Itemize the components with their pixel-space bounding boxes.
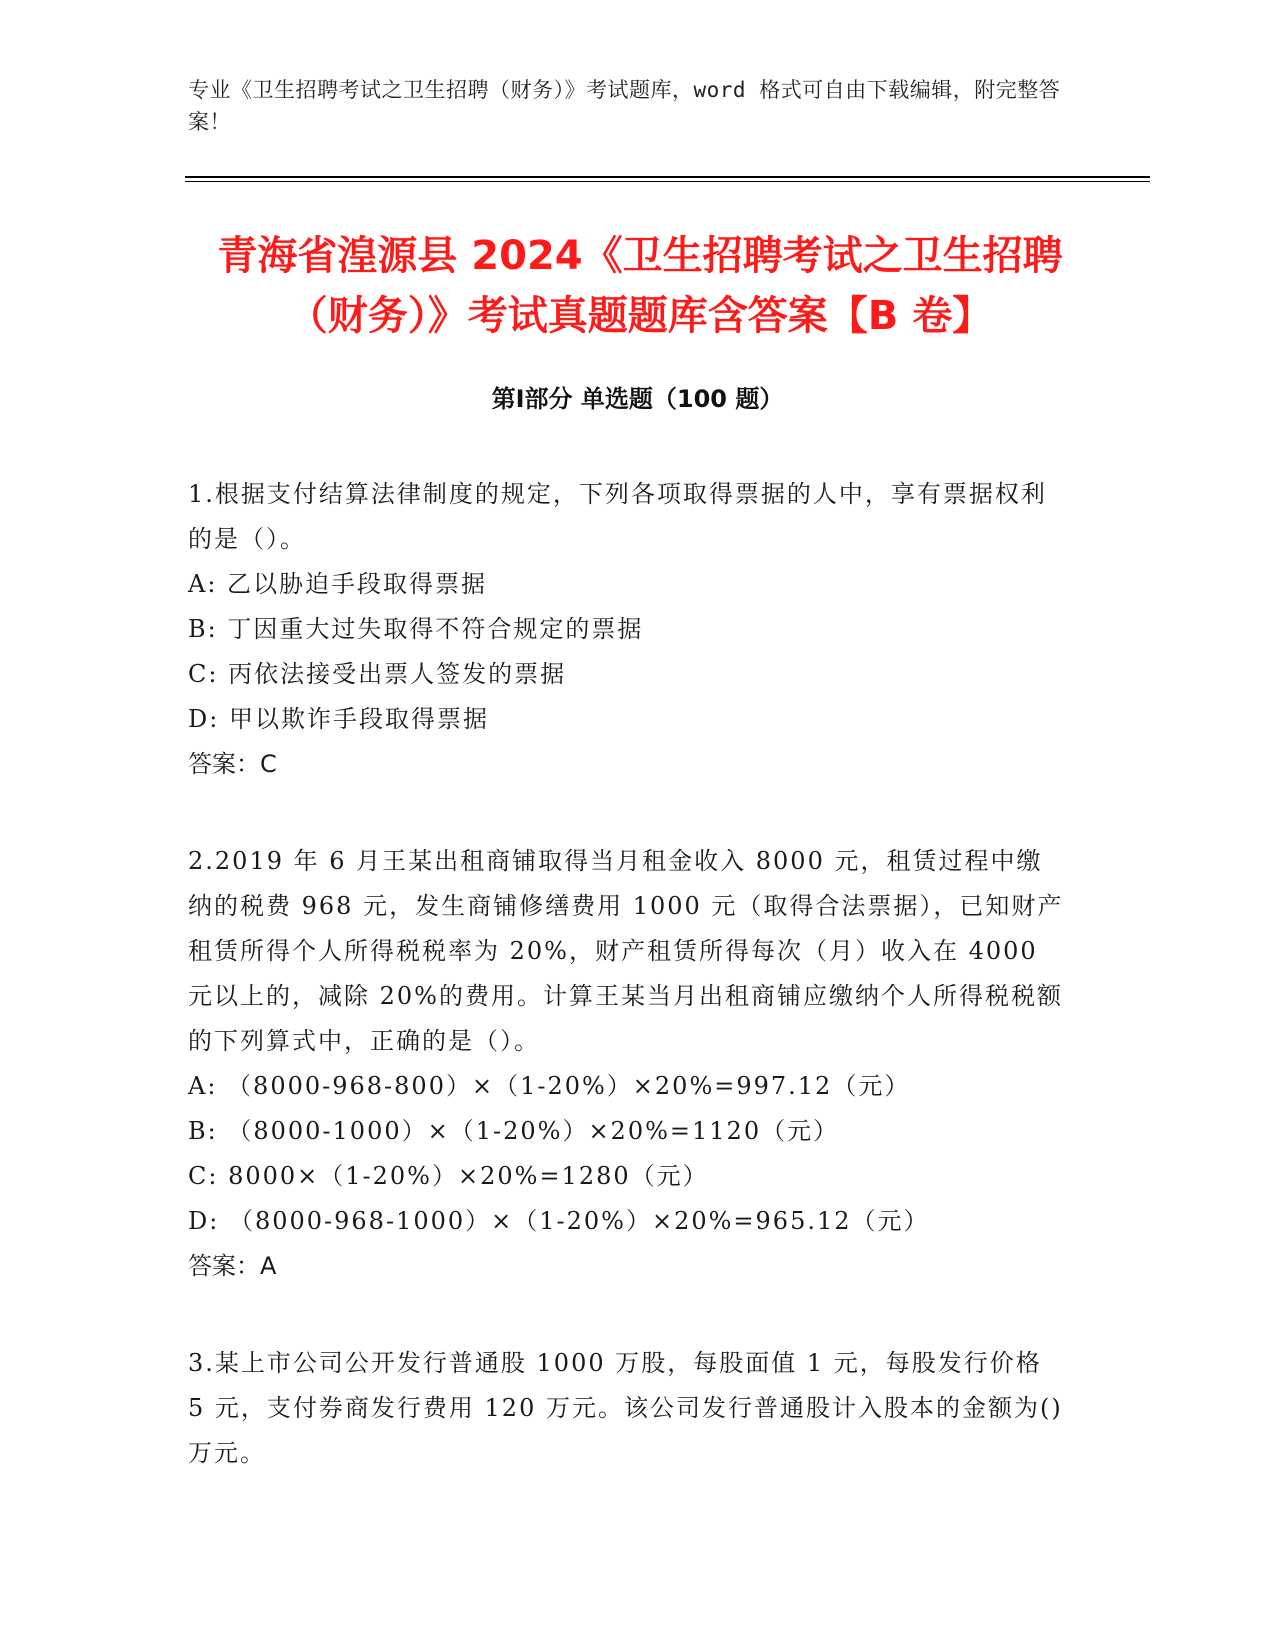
document-title: 青海省湟源县 2024《卫生招聘考试之卫生招聘（财务）》考试真题题库含答案【B 卷】 (217, 233, 1063, 339)
answer: 答案：A (188, 1252, 277, 1280)
option-c: C: 8000×（1-20%）×20%=1280（元） (188, 1162, 709, 1190)
option-d: D: 甲以欺诈手段取得票据 (188, 705, 489, 733)
question-stem: 2.2019 年 6 月王某出租商铺取得当月租金收入 8000 元，租赁过程中缴纳的税费 968 元，发生商铺修缮费用 1000 元（取得合法票据），已知财产租赁所得个人所得税税率为 20%，财产租赁所得每次（月）收入在 4000 元以上的，减除 20%的费用。计算王某当月出租商铺应缴纳个人所得税税额的下列算式中，正确的是（）。 (188, 847, 1064, 1055)
option-b: B: 丁因重大过失取得不符合规定的票据 (188, 615, 644, 643)
question-stem: 1.根据支付结算法律制度的规定，下列各项取得票据的人中，享有票据权利的是（）。 (188, 480, 1047, 553)
question-list (188, 472, 1068, 1528)
header-divider (185, 176, 1150, 178)
option-d: D: （8000-968-1000）×（1-20%）×20%=965.12（元） (188, 1207, 930, 1235)
question-2 (188, 839, 1068, 1289)
question-3 (188, 1341, 1068, 1476)
question-stem: 3.某上市公司公开发行普通股 1000 万股，每股面值 1 元，每股发行价格 5 元，支付券商发行费用 120 万元。该公司发行普通股计入股本的金额为()万元。 (188, 1349, 1063, 1467)
option-b: B: （8000-1000）×（1-20%）×20%=1120（元） (188, 1117, 840, 1145)
page-header: 专业《卫生招聘考试之卫生招聘（财务）》考试题库，word 格式可自由下载编辑，附完整答案！ (188, 78, 1061, 134)
option-a: A: 乙以胁迫手段取得票据 (188, 570, 488, 598)
option-a: A: （8000-968-800）×（1-20%）×20%=997.12（元） (188, 1072, 911, 1100)
header-divider-thin (185, 181, 1150, 182)
section-heading: 第Ⅰ部分 单选题（100 题） (491, 385, 784, 413)
question-1 (188, 472, 1068, 787)
option-c: C: 丙依法接受出票人签发的票据 (188, 660, 567, 688)
answer: 答案：C (188, 750, 277, 778)
